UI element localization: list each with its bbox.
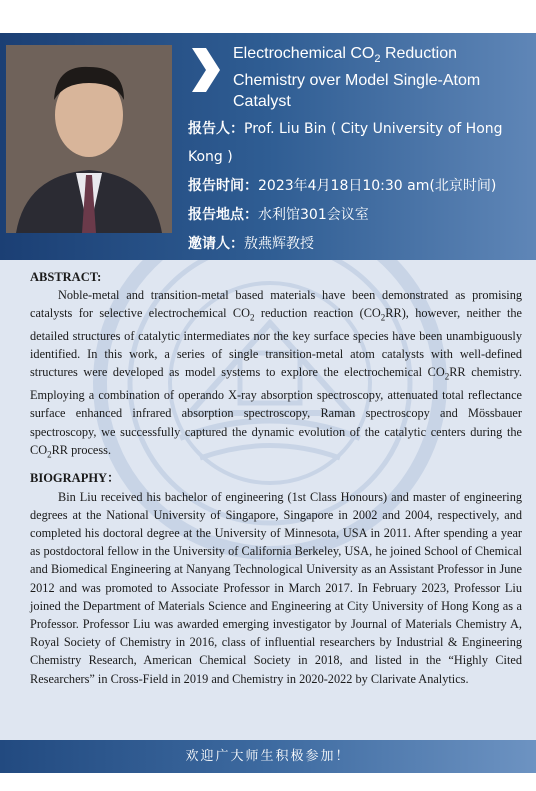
footer-invitation: 欢迎广大师生积极参加！ bbox=[185, 749, 351, 764]
footer-band bbox=[0, 740, 536, 773]
header-band bbox=[0, 33, 536, 260]
place-label: 报告地点： bbox=[188, 207, 258, 223]
biography-text: Bin Liu received his bachelor of engineering (1st Class Honours) and master of engineering degrees at the National University of Singapore, Singapore in 2002 and 2004, respectively, and completed his doctoral degree at the University of Minnesota, USA in 2011. After spending a year as postdoctoral fellow in the University of California Berkeley, USA, he joined School of Chemical and Biomedical Engineering at Nanyang Technological University as an Assistant Professor in June 2012 and was promoted to Associate Professor in March 2017. In February 2023, Professor Liu joined the Department of Materials Science and Engineering at City University of Hong Kong as a Professor. Professor Liu was awarded emerging investigator by Journal of Materials Chemistry A, Royal Society of Chemistry in 2016, class of influential researchers by Industrial & Engineering Chemistry Research, American Chemical Society in 2018, and listed in the “Highly Cited Researchers” in Cross-Field in 2019 and Chemistry in 2020-2022 by Clarivate Analytics. bbox=[30, 489, 522, 686]
speaker-label: 报告人： bbox=[188, 121, 244, 137]
speaker-photo bbox=[6, 45, 172, 233]
time-value: 2023年4月18日10:30 am(北京时间) bbox=[258, 178, 497, 194]
top-margin bbox=[0, 0, 536, 33]
speaker-line bbox=[188, 115, 528, 171]
chevron-right-icon bbox=[190, 46, 222, 94]
time-line bbox=[188, 172, 528, 200]
host-label: 邀请人： bbox=[188, 236, 244, 252]
host-value: 敖燕辉教授 bbox=[244, 236, 314, 252]
host-line bbox=[188, 230, 528, 258]
abstract-text: Noble-metal and transition-metal based materials have been demonstrated as promising catalysts for selective electrochemical $CO_2$ reduction reaction $(CO_2RR)$, however, neither the detailed structures of catalytic intermediates nor the key surface species have been unambiguously identified. In this work, a series of single transition-metal atom catalysts with well-defined structures were developed as model systems to explore the electrochemical $CO_2RR$ chemistry. Employing a combination of operando X-ray absorption spectroscopy, attenuated total reflectance surface enhanced infrared absorption spectroscopy, Raman spectroscopy and Mössbauer spectroscopy, we successfully captured the dynamic evolution of the catalytic centers during the $CO_2RR$ process. bbox=[30, 288, 523, 460]
poster bbox=[0, 33, 536, 764]
place-line bbox=[188, 201, 528, 229]
place-value: 水利馆301会议室 bbox=[258, 207, 369, 223]
biography-heading: BIOGRAPHY： bbox=[30, 471, 120, 486]
talk-title: Electrochemical $CO_2$ Reduction Chemistry over Model Single-Atom Catalyst bbox=[233, 45, 481, 111]
abstract-heading: ABSTRACT: bbox=[30, 270, 102, 284]
time-label: 报告时间： bbox=[188, 178, 258, 194]
speaker-value: Prof. Liu Bin ( City University of Hong Kong ) bbox=[188, 121, 503, 165]
content bbox=[30, 268, 522, 688]
